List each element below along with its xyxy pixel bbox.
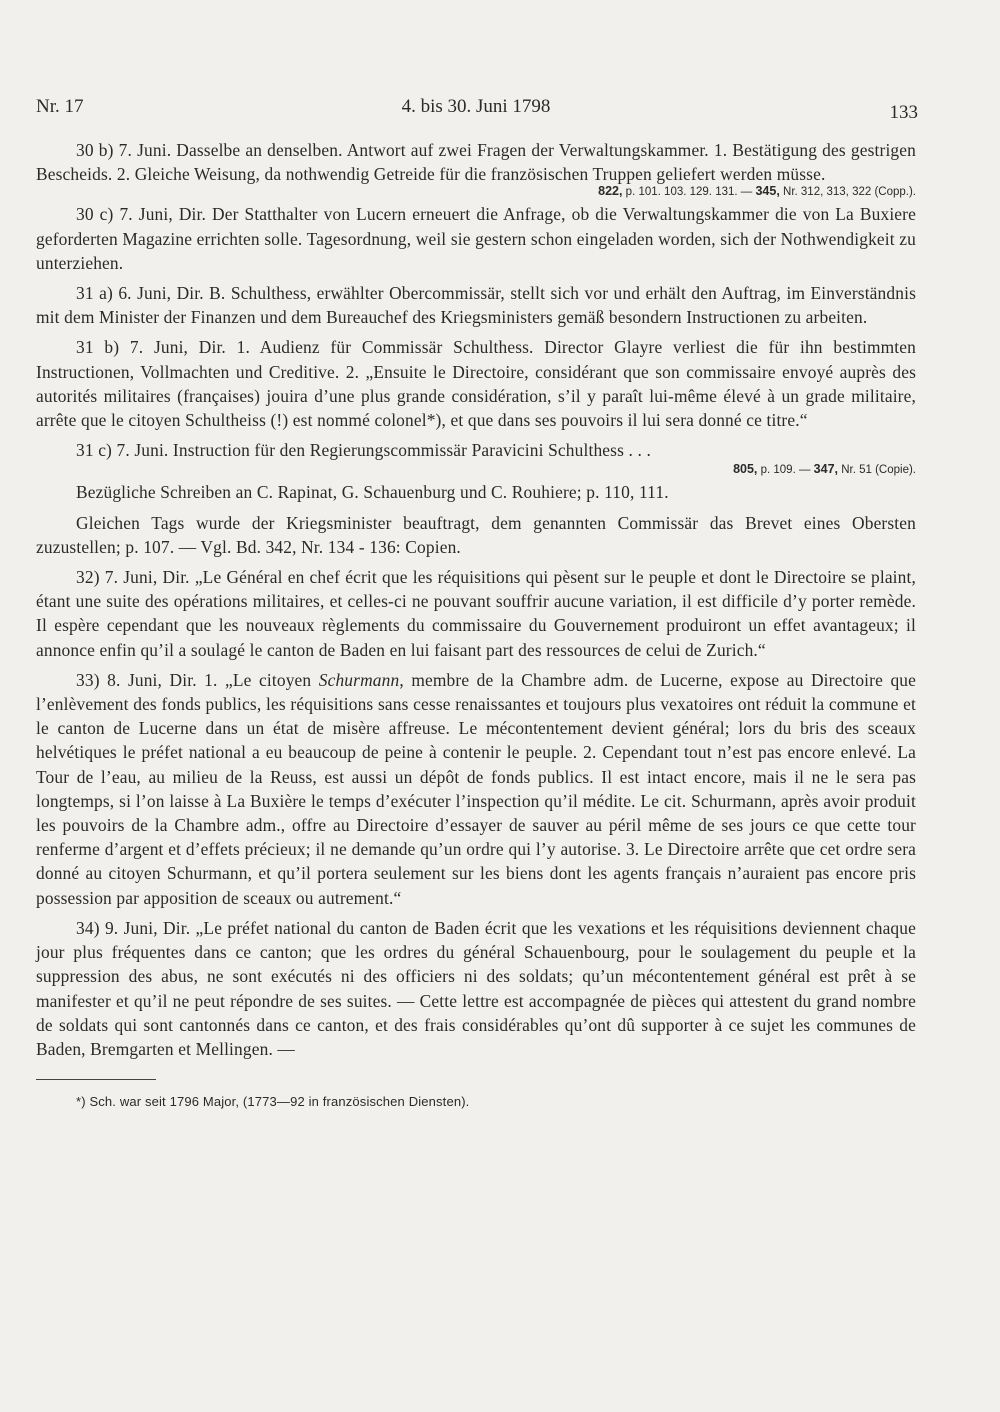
entry-31c-reference: 805, p. 109. — 347, Nr. 51 (Copie). <box>733 462 916 477</box>
entry-30c: 30 c) 7. Juni, Dir. Der Statthalter von Lucern erneuert die Anfrage, ob die Verwaltungskammer die von La Buxiere geforderten Magazine errichten solle. Tagesordnung, weil sie gestern schon eingeladen worden, sich der Nothwendigkeit zu unterziehen. <box>36 204 916 273</box>
entry-34: 34) 9. Juni, Dir. „Le préfet national du canton de Baden écrit que les vexations et les réquisitions deviennent chaque jour plus fréquentes dans ce canton; que les ordres du général Schauenbourg, pour le soulagement du peuple et la suppression des abus, ne sont exécutés ni des officiers ni des soldats; qu’un mécontentement général est prêt à se manifester et qu’il ne peut répondre de ses suites. — Cette lettre est accompagnée de pièces qui attestent du grand nombre de soldats qui sont cantonnés dans ce canton, et des frais considérables qu’ont dû supporter à ce sujet les communes de Baden, Bremgarten et Mellingen. — <box>36 917 916 1059</box>
entry-31b: 31 b) 7. Juni, Dir. 1. Audienz für Commissär Schulthess. Director Glayre verliest die für ihn bestimmten Instructionen, Vollmachten und Creditive. 2. „Ensuite le Directoire, considérant que son commissaire envoyé auprès des autorités militaires (françaises) jouira d’une plus grande considération, s’il y paraît lui-même élevé à un grade militaire, arrête que le citoyen Schultheiss (!) est nommé colonel*), et que dans ses pouvoirs il lui sera donné ce titre.“ <box>36 337 916 431</box>
footnote-divider <box>36 1079 156 1080</box>
page-number: 133 <box>889 102 918 123</box>
person-name: Schurmann <box>318 669 400 690</box>
page-header <box>36 96 916 130</box>
entry-33: 33) 8. Juni, Dir. 1. „Le citoyen Schurmann, membre de la Chambre adm. de Lucerne, expose au Directoire que l’enlèvement des fonds publics, les réquisitions sans cesse renaissantes et toujours plus vexatoires ont réduit la commune et le canton de Lucerne dans un état de misère affreuse. Le mécontentement devient général; lors du bris des sceaux helvétiques le préfet national a eu beaucoup de peine à contenir le peuple. 2. Cependant tout n’est pas encore enlevé. La Tour de l’eau, au milieu de la Reuss, est aussi un dépôt de fonds publics. Il est intact encore, mais il ne le sera pas longtemps, si l’on laisse à La Buxière le temps d’exécuter l’inspection qu’il médite. Le cit. Schurmann, après avoir produit les pouvoirs de la Chambre adm., offre au Directoire d’essayer de sauver au péril même de ses jours ce que cette tour renferme d’argent et d’effets précieux; il ne demande qu’un ordre qui l’y autorise. 3. Le Directoire arrête que cet ordre sera donné au citoyen Schurmann, et qu’il portera seulement sur les biens dont les agents français n’auraient pas encore pris possession par apposition de sceaux ou autrement.“ <box>36 669 916 908</box>
entry-31a: 31 a) 6. Juni, Dir. B. Schulthess, erwählter Obercommissär, stellt sich vor und erhält den Auftrag, im Einverständnis mit dem Minister der Finanzen und dem Bureauchef des Kriegsministers gemäß besondern Instructionen zu arbeiten. <box>36 283 916 328</box>
document-body <box>36 138 916 1114</box>
entry-32: 32) 7. Juni, Dir. „Le Général en chef écrit que les réquisitions qui pèsent sur le peuple et dont le Directoire se plaint, étant une suite des opérations militaires, et celles-ci ne pouvant souffrir aucune variation, il est difficile d’y porter remède. Il espère cependant que les nouveaux règlements du commissaire du Gouvernement produiront un effet avantageux; il annonce enfin qu’il a soulagé le canton de Baden en lui faisant part des ressources de celui de Zurich.“ <box>36 567 916 660</box>
entry-30b-reference: 822, p. 101. 103. 129. 131. — 345, Nr. 312, 313, 322 (Copp.). <box>598 184 916 199</box>
entry-30b: 30 b) 7. Juni. Dasselbe an denselben. Antwort auf zwei Fragen der Verwaltungskammer. 1. Bestätigung des gestrigen Bescheids. 2. Gleiche Weisung, da nothwendig Getreide für die französischen Truppen geliefert werden müsse. <box>36 140 916 185</box>
document-page <box>36 96 916 1114</box>
issue-number: Nr. 17 <box>36 96 84 117</box>
footnote: *) Sch. war seit 1796 Major, (1773—92 in französischen Diensten). <box>76 1094 470 1110</box>
date-range-title: 4. bis 30. Juni 1798 <box>401 96 551 117</box>
entry-31c: 31 c) 7. Juni. Instruction für den Regierungscommissär Paravicini Schulthess . . . <box>76 440 651 461</box>
entry-31c-brevet: Gleichen Tags wurde der Kriegsminister beauftragt, dem genannten Commissär das Brevet eines Obersten zuzustellen; p. 107. — Vgl. Bd. 342, Nr. 134 - 136: Copien. <box>36 512 916 557</box>
entry-31c-letters: Bezügliche Schreiben an C. Rapinat, G. Schauenburg und C. Rouhiere; p. 110, 111. <box>76 482 669 503</box>
